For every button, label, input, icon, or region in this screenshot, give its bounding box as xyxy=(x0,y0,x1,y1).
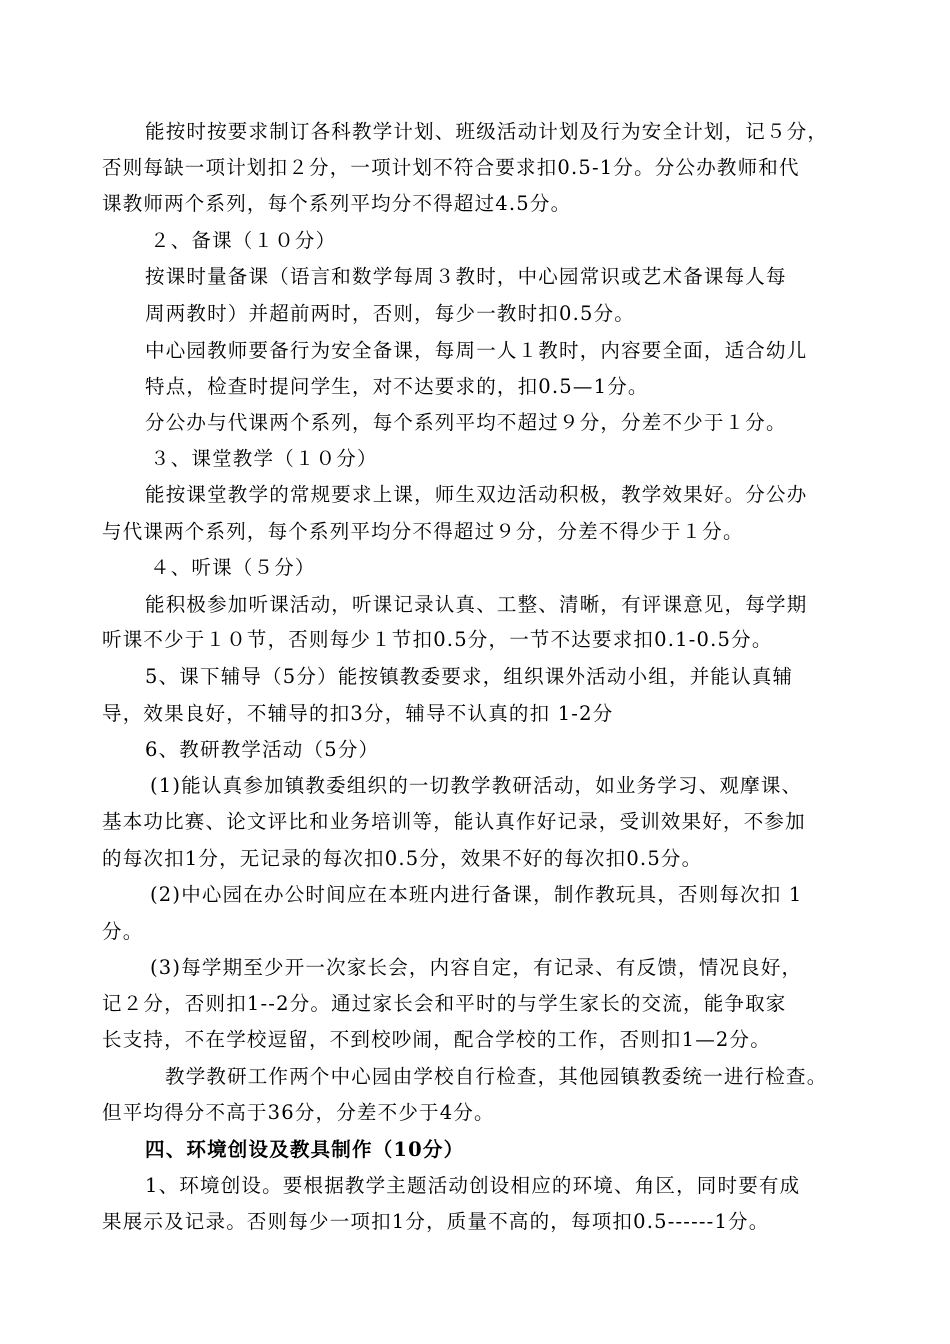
paragraph-line: 导，效果良好，不辅导的扣3分，辅导不认真的扣 1-2分 xyxy=(102,702,614,725)
paragraph-line: 基本功比赛、论文评比和业务培训等，能认真作好记录，受训效果好，不参加 xyxy=(102,810,806,833)
paragraph-line: 教学教研工作两个中心园由学校自行检查，其他园镇教委统一进行检查。 xyxy=(165,1065,828,1088)
paragraph-line: 周两教时）并超前两时，否则，每少一教时扣0.5分。 xyxy=(145,302,636,325)
section-heading: ３、课堂教学（１０分） xyxy=(150,447,378,470)
paragraph-line: 听课不少于１０节，否则每少１节扣0.5分，一节不达要求扣0.1-0.5分。 xyxy=(102,628,773,651)
section-heading: 6、教研教学活动（5分） xyxy=(145,738,380,761)
paragraph-line: 1、环境创设。要根据教学主题活动创设相应的环境、角区，同时要有成 xyxy=(145,1174,801,1197)
paragraph-line: 的每次扣1分，无记录的每次扣0.5分，效果不好的每次扣0.5分。 xyxy=(102,847,703,870)
paragraph-line: 长支持，不在学校逗留，不到校吵闹，配合学校的工作，否则扣1—2分。 xyxy=(102,1028,771,1051)
paragraph-line: 能积极参加听课活动，听课记录认真、工整、清晰，有评课意见，每学期 xyxy=(145,593,808,616)
paragraph-line: 能按课堂教学的常规要求上课，师生双边活动积极，教学效果好。分公办 xyxy=(145,483,808,506)
paragraph-line: 分公办与代课两个系列，每个系列平均不超过９分，分差不少于１分。 xyxy=(145,411,787,434)
section-heading: ４、听课（５分） xyxy=(150,556,316,579)
paragraph-line: 果展示及记录。否则每少一项扣1分，质量不高的，每项扣0.5------1分。 xyxy=(102,1210,770,1233)
paragraph-line: 分。 xyxy=(102,920,144,943)
paragraph-line: 但平均得分不高于36分，分差不少于4分。 xyxy=(102,1101,495,1124)
paragraph-line: 否则每缺一项计划扣２分，一项计划不符合要求扣0.5-1分。分公办教师和代 xyxy=(102,156,800,179)
paragraph-line: (1)能认真参加镇教委组织的一切教学教研活动，如业务学习、观摩课、 xyxy=(150,774,803,797)
paragraph-line: (2)中心园在办公时间应在本班内进行备课，制作教玩具，否则每次扣 1 xyxy=(150,883,803,906)
paragraph-line: (3)每学期至少开一次家长会，内容自定，有记录、有反馈，情况良好， xyxy=(150,956,803,979)
paragraph-line: 5、课下辅导（5分）能按镇教委要求，组织课外活动小组，并能认真辅 xyxy=(145,665,794,688)
paragraph-line: 特点，检查时提问学生，对不达要求的，扣0.5—1分。 xyxy=(145,375,649,398)
paragraph-line: 按课时量备课（语言和数学每周３教时，中心园常识或艺术备课每人每 xyxy=(145,265,787,288)
chapter-heading: 四、环境创设及教具制作（10分） xyxy=(145,1138,465,1161)
paragraph-line: 与代课两个系列，每个系列平均分不得超过９分，分差不得少于１分。 xyxy=(102,520,744,543)
paragraph-line: 能按时按要求制订各科教学计划、班级活动计划及行为安全计划，记５分， xyxy=(145,120,829,143)
paragraph-line: 记２分，否则扣1--2分。通过家长会和平时的与学生家长的交流，能争取家 xyxy=(102,992,787,1015)
paragraph-line: 中心园教师要备行为安全备课，每周一人１教时，内容要全面，适合幼儿 xyxy=(145,339,808,362)
paragraph-line: 课教师两个系列，每个系列平均分不得超过4.5分。 xyxy=(102,192,572,215)
section-heading: ２、备课（１０分） xyxy=(150,229,337,252)
